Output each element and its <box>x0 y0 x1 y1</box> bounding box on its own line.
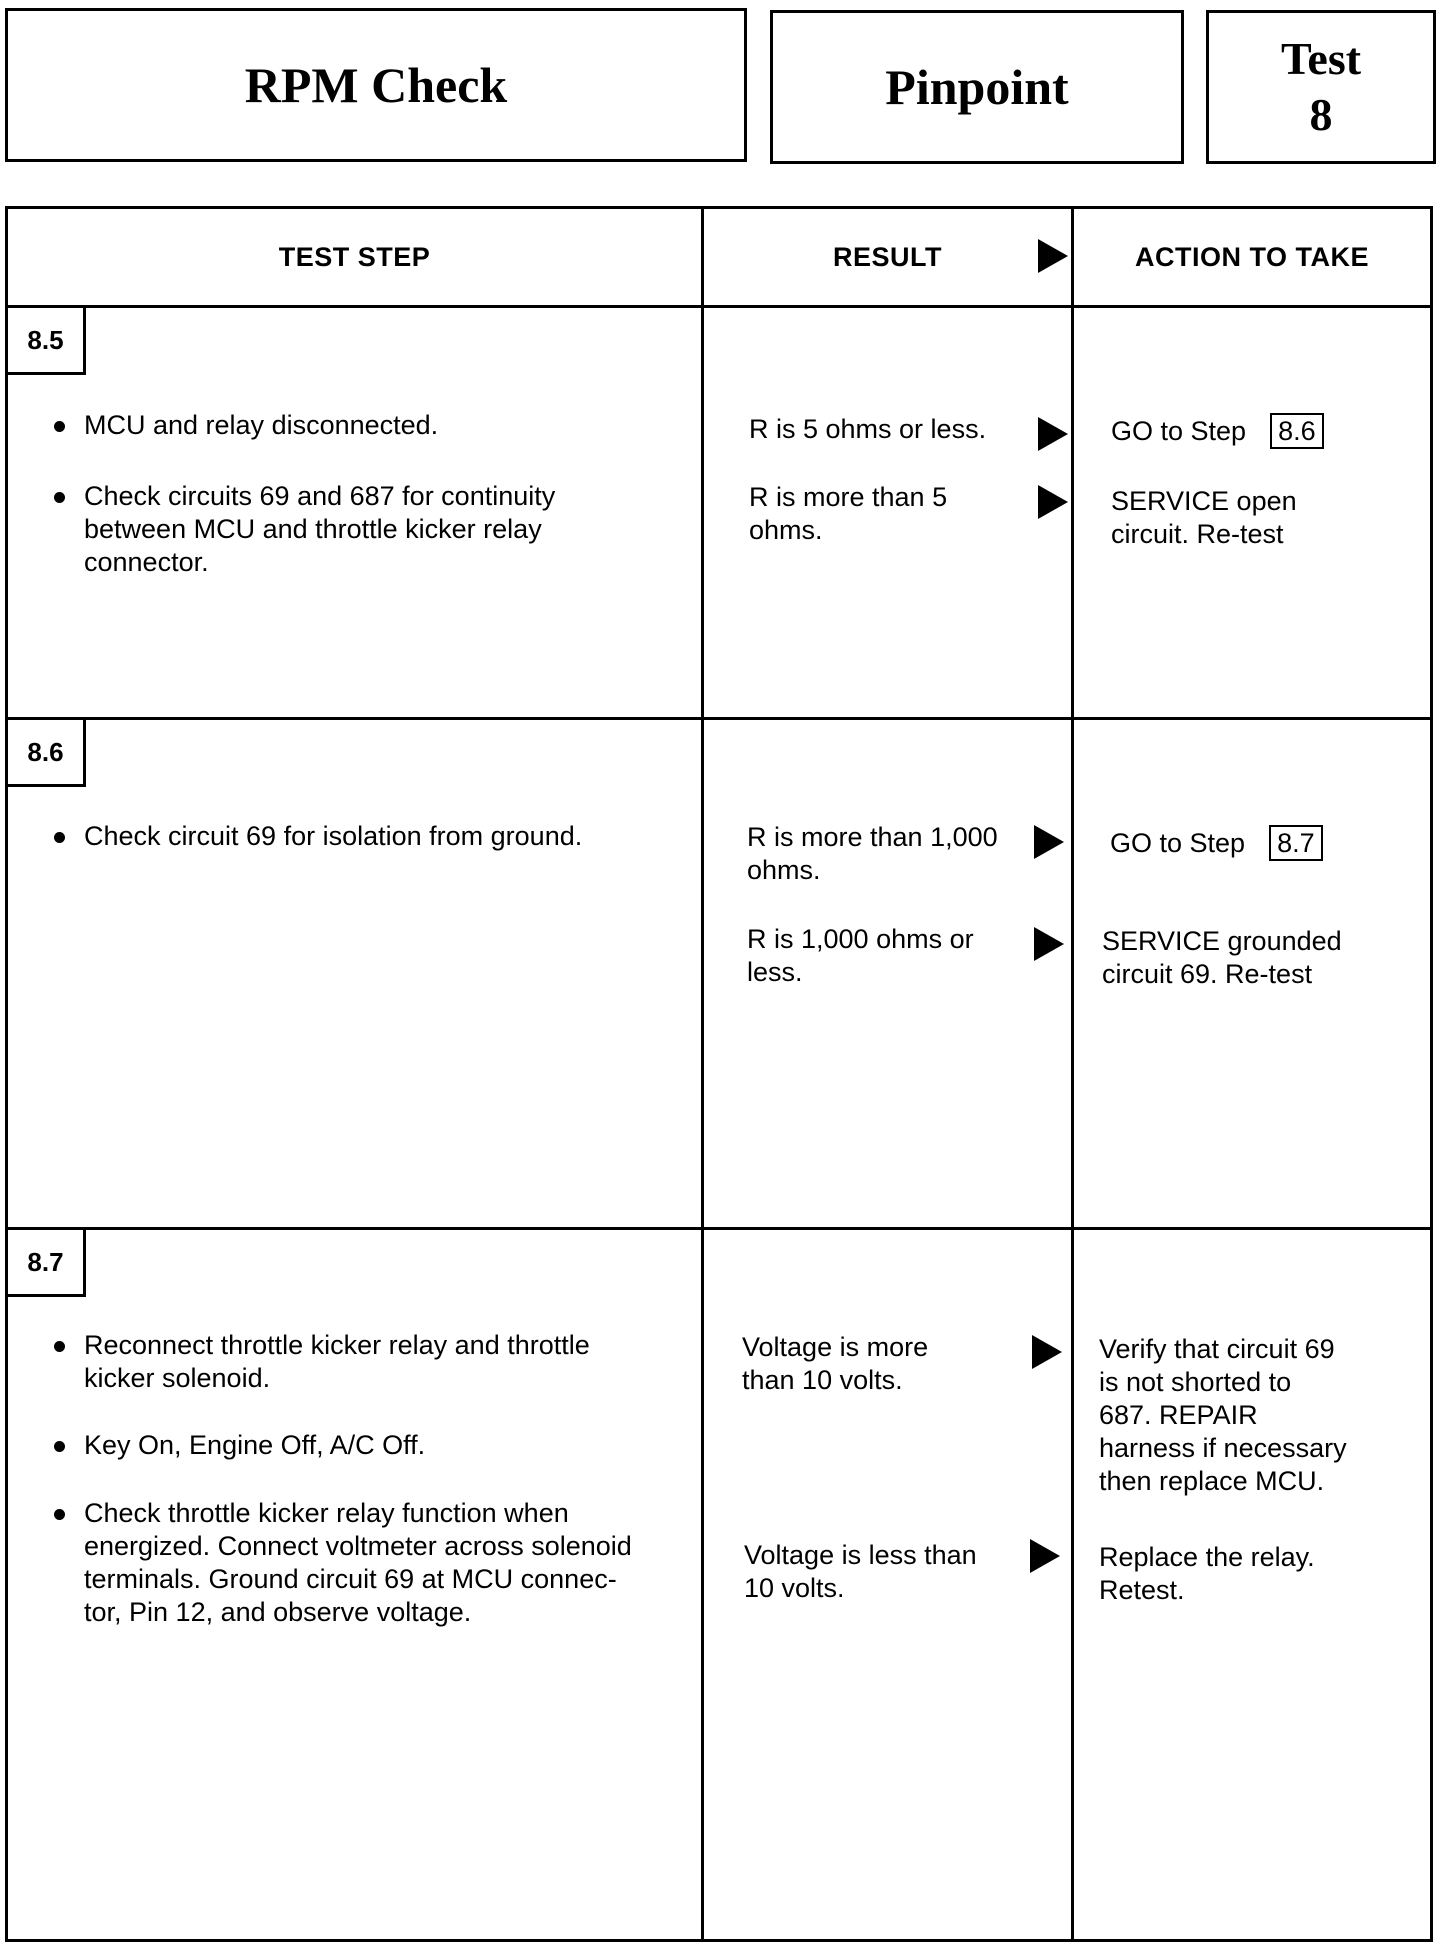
step-instruction: Reconnect throttle kicker relay and throttle kicker solenoid. <box>48 1329 590 1395</box>
procedure-type: Pinpoint <box>885 59 1069 115</box>
action-text: SERVICE grounded circuit 69. Re-test <box>1102 926 1342 989</box>
column-header-test-step: TEST STEP <box>278 241 431 272</box>
row-divider <box>8 717 1430 720</box>
step-reference: 8.7 <box>1269 825 1323 861</box>
result-text: R is 5 ohms or less. <box>749 414 987 444</box>
step-instruction: Key On, Engine Off, A/C Off. <box>48 1429 425 1462</box>
step-instruction: MCU and relay disconnected. <box>48 409 438 442</box>
procedure-table <box>5 206 1433 1942</box>
result-arrow-icon <box>1034 927 1064 961</box>
result-arrow-icon <box>1030 1539 1060 1573</box>
step-number: 8.7 <box>8 1227 86 1297</box>
header-divider <box>8 305 1430 308</box>
header-arrow-icon <box>1038 239 1068 273</box>
step-instruction: Check circuit 69 for isolation from ground. <box>48 820 582 853</box>
test-number: 8 <box>1309 89 1333 140</box>
action-text: GO to Step 8.6 <box>1111 413 1324 449</box>
column-header-result: RESULT <box>833 241 942 272</box>
step-instruction: Check throttle kicker relay function when energized. Connect voltmeter across solenoid terminals. Ground circuit 69 at MCU connec- tor, Pin 12, and observe voltage. <box>48 1497 632 1629</box>
column-divider <box>701 209 704 1939</box>
result-text: R is more than 1,000 ohms. <box>747 822 998 885</box>
action-text: Verify that circuit 69 is not shorted to 687. REPAIR harness if necessary then replace MCU. <box>1099 1334 1347 1496</box>
step-number: 8.6 <box>8 717 86 787</box>
result-arrow-icon <box>1032 1335 1062 1369</box>
column-divider <box>1071 209 1074 1939</box>
result-text: Voltage is more than 10 volts. <box>742 1332 929 1395</box>
test-label: Test <box>1280 33 1362 84</box>
type-box <box>770 10 1184 164</box>
action-text: GO to Step 8.7 <box>1110 825 1323 861</box>
result-text: R is more than 5 ohms. <box>749 482 948 545</box>
action-text: SERVICE open circuit. Re-test <box>1111 486 1297 549</box>
step-number: 8.5 <box>8 305 86 375</box>
result-arrow-icon <box>1038 485 1068 519</box>
row-divider <box>8 1227 1430 1230</box>
step-reference: 8.6 <box>1270 413 1324 449</box>
test-number-box <box>1206 10 1436 164</box>
action-text: Replace the relay. Retest. <box>1099 1542 1315 1605</box>
result-text: R is 1,000 ohms or less. <box>747 924 974 987</box>
column-header-action: ACTION TO TAKE <box>1135 241 1369 272</box>
title-box <box>5 8 747 162</box>
page-title: RPM Check <box>244 57 508 113</box>
result-arrow-icon <box>1038 417 1068 451</box>
result-text: Voltage is less than 10 volts. <box>744 1540 977 1603</box>
result-arrow-icon <box>1034 825 1064 859</box>
step-instruction: Check circuits 69 and 687 for continuity between MCU and throttle kicker relay connector. <box>48 480 555 579</box>
